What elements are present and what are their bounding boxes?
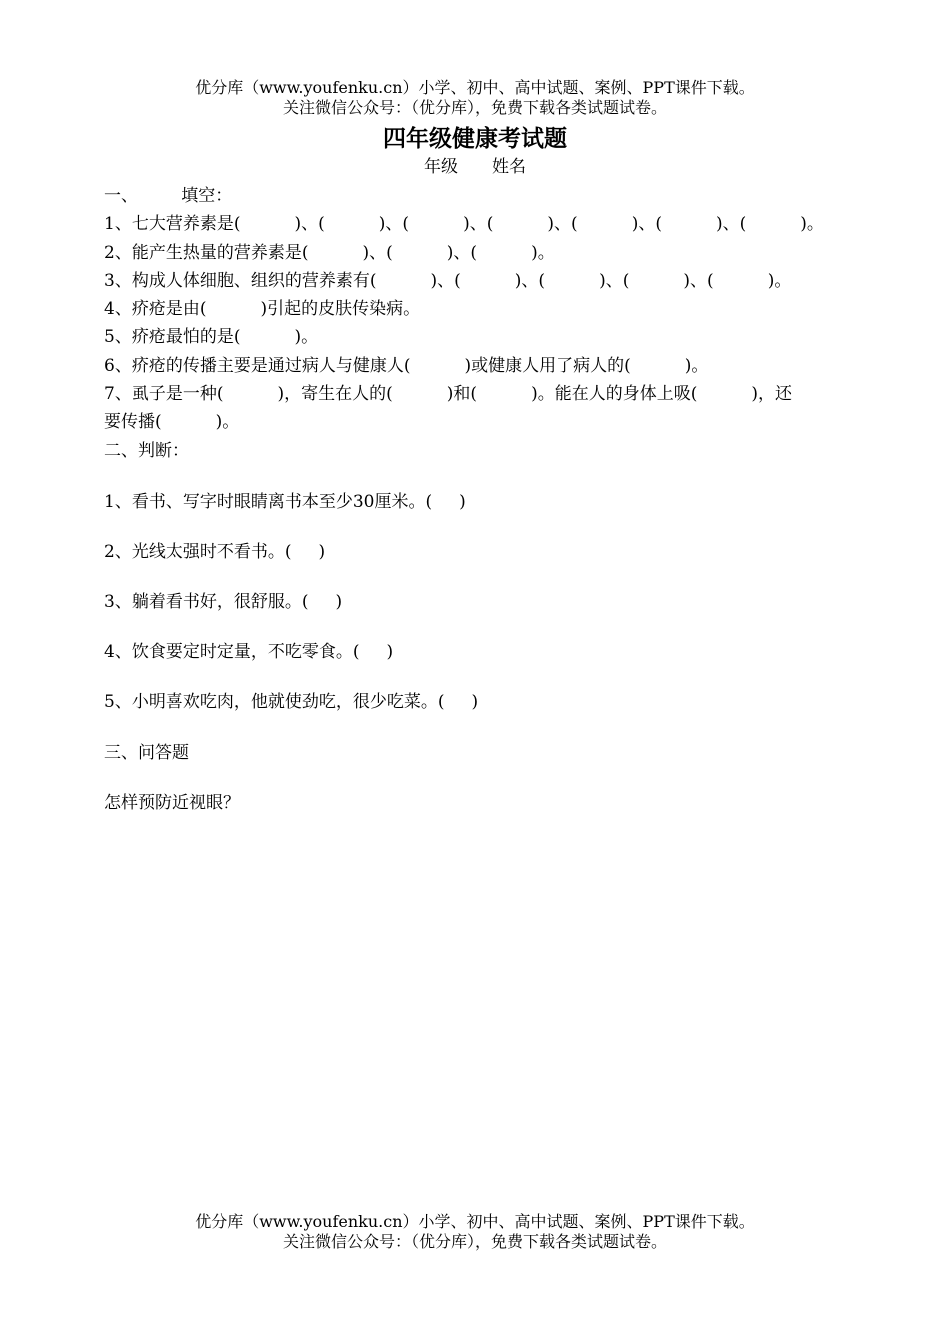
header-line-2: 关注微信公众号：（优分库），免费下载各类试题试卷。 [282, 98, 667, 117]
question-text: 怎样预防近视眼？ [104, 793, 240, 813]
judge-item-2: 2、光线太强时不看书。( ) [104, 542, 326, 562]
judge-item-4: 4、饮食要定时定量，不吃零食。( ) [104, 642, 394, 662]
footer-line-2: 关注微信公众号：（优分库），免费下载各类试题试卷。 [282, 1232, 667, 1251]
subtitle [0, 156, 950, 178]
section1-heading: 一、 填空： [104, 186, 233, 206]
section3-heading: 三、问答题 [104, 743, 189, 763]
page-title: 四年级健康考试题 [383, 125, 567, 152]
fill-item-5: 5、疥疮最怕的是( )。 [104, 327, 319, 347]
fill-item-2: 2、能产生热量的营养素是( )、( )、( )。 [104, 243, 555, 263]
fill-item-1: 1、七大营养素是( )、( )、( )、( )、( )、( )、( )。 [104, 214, 824, 234]
fill-item-7-cont: 要传播( )。 [104, 412, 240, 432]
name-label: 姓名 [492, 157, 526, 177]
header-line-1: 优分库（www.youfenku.cn）小学、初中、高中试题、案例、PPT课件下载。 [195, 78, 755, 97]
judge-item-3: 3、躺着看书好，很舒服。( ) [104, 592, 343, 612]
judge-item-1: 1、看书、写字时眼睛离书本至少30厘米。( ) [104, 492, 466, 512]
fill-item-3: 3、构成人体细胞、组织的营养素有( )、( )、( )、( )、( )。 [104, 271, 792, 291]
fill-item-7: 7、虱子是一种( )，寄生在人的( )和( )。能在人的身体上吸( )，还 [104, 384, 793, 404]
section2-heading: 二、判断： [104, 441, 189, 461]
grade-label: 年级 [424, 157, 458, 177]
fill-item-4: 4、疥疮是由( )引起的皮肤传染病。 [104, 299, 421, 319]
judge-item-5: 5、小明喜欢吃肉，他就使劲吃，很少吃菜。( ) [104, 692, 479, 712]
footer-line-1: 优分库（www.youfenku.cn）小学、初中、高中试题、案例、PPT课件下载。 [195, 1212, 755, 1231]
fill-item-6: 6、疥疮的传播主要是通过病人与健康人( )或健康人用了病人的( )。 [104, 356, 709, 376]
